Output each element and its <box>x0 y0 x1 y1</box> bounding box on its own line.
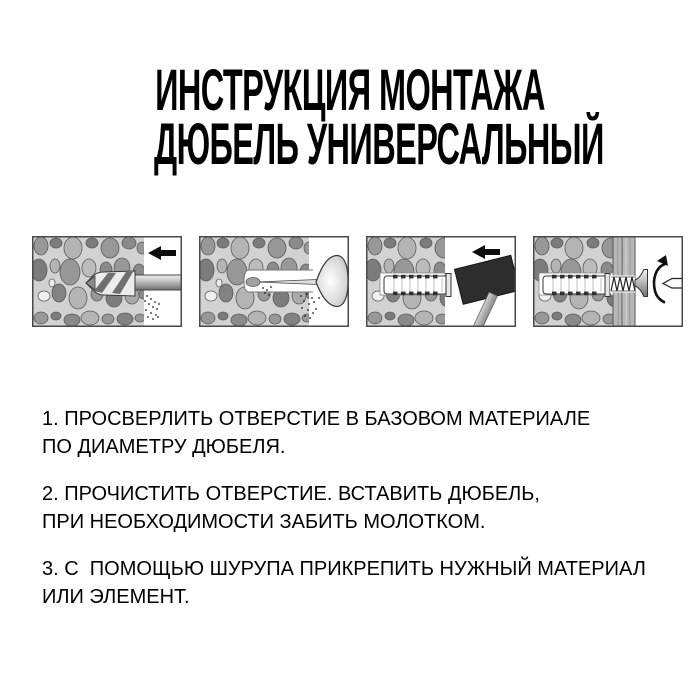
page-title <box>0 0 700 177</box>
step-1-drill-panel <box>32 236 182 327</box>
step-2-clean-panel <box>199 236 349 327</box>
instruction-item-1 <box>42 405 700 461</box>
dowel-icon <box>543 274 610 297</box>
instruction-1-line-1: 1. ПРОСВЕРЛИТЬ ОТВЕРСТИЕ В БАЗОВОМ МАТЕРИАЛЕ <box>42 408 591 430</box>
instruction-2-line-1: 2. ПРОЧИСТИТЬ ОТВЕРСТИЕ. ВСТАВИТЬ ДЮБЕЛЬ, <box>42 483 540 505</box>
instruction-item-2 <box>42 480 700 536</box>
dowel-icon <box>384 274 451 297</box>
step-4-screw-panel <box>533 236 683 327</box>
instructions-list <box>42 405 700 611</box>
instruction-2-line-2: ПРИ НЕОБХОДИМОСТИ ЗАБИТЬ МОЛОТКОМ. <box>42 511 486 533</box>
title-line-2: ДЮБЕЛЬ УНИВЕРСАЛЬНЫЙ <box>154 112 604 177</box>
instruction-3-line-2: ИЛИ ЭЛЕМЕНТ. <box>42 586 190 608</box>
step-3-hammer-panel <box>366 236 516 327</box>
rotation-arrow-icon <box>654 255 668 303</box>
instruction-item-3 <box>42 555 700 611</box>
title-line-1: ИНСТРУКЦИЯ МОНТАЖА <box>155 58 545 123</box>
drill-icon <box>86 271 182 296</box>
instruction-3-line-1: 3. С ПОМОЩЬЮ ШУРУПА ПРИКРЕПИТЬ НУЖНЫЙ МАТЕРИАЛ <box>42 558 646 580</box>
left-arrow-icon <box>472 245 500 259</box>
drill-dust <box>144 295 160 320</box>
screwdriver-icon <box>663 279 682 289</box>
instruction-1-line-2: ПО ДИАМЕТРУ ДЮБЕЛЯ. <box>42 436 286 458</box>
left-arrow-icon <box>148 246 176 260</box>
steps-illustrations <box>32 236 683 327</box>
hammer-icon <box>454 255 516 327</box>
